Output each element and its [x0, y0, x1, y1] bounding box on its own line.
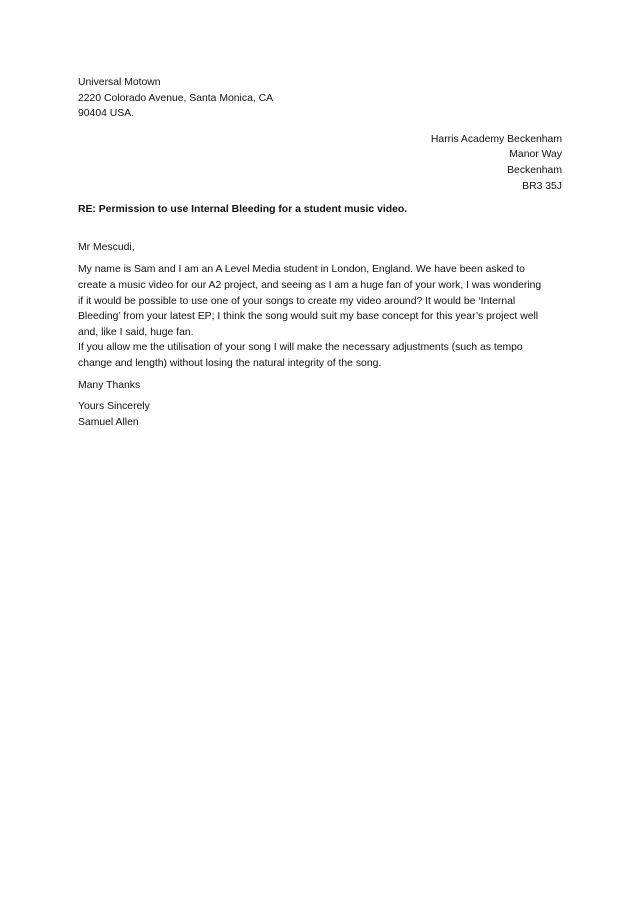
signature-name: Samuel Allen [78, 416, 139, 428]
body-paragraph-1 [78, 262, 562, 371]
sender-address [78, 132, 562, 194]
sender-line: BR3 35J [522, 180, 562, 192]
recipient-line: Universal Motown [78, 77, 161, 88]
sender-line: Harris Academy Beckenham [430, 133, 562, 145]
body-line: If you allow me the utilisation of your song I will make the necessary adjustments (such as tempo [78, 342, 523, 354]
recipient-address [78, 75, 562, 122]
body-line: and, like I said, huge fan. [78, 326, 194, 338]
sender-line: Manor Way [509, 149, 562, 161]
recipient-line: 2220 Colorado Avenue, Santa Monica, CA [78, 92, 274, 104]
body-line: My name is Sam and I am an A Level Media student in London, England. We have been asked to [78, 264, 525, 276]
closing-line: Yours Sincerely [78, 401, 150, 413]
letter-page [78, 75, 562, 430]
body-line: if it would be possible to use one of your songs to create my video around? It would be ‘Internal [78, 295, 516, 307]
subject-line: RE: Permission to use Internal Bleeding for a student music video. [78, 204, 408, 216]
thanks-line: Many Thanks [78, 379, 141, 391]
body-line: change and length) without losing the natural integrity of the song. [78, 357, 382, 369]
recipient-line: 90404 USA. [78, 108, 135, 120]
body-line: create a music video for our A2 project, and seeing as I am a huge fan of your work, I was wondering [78, 279, 542, 291]
closing-block [78, 399, 562, 430]
body-line: Bleeding’ from your latest EP; I think the song would suit my base concept for this year’s project well [78, 311, 539, 323]
salutation: Mr Mescudi, [78, 241, 135, 253]
sender-line: Beckenham [507, 164, 562, 176]
